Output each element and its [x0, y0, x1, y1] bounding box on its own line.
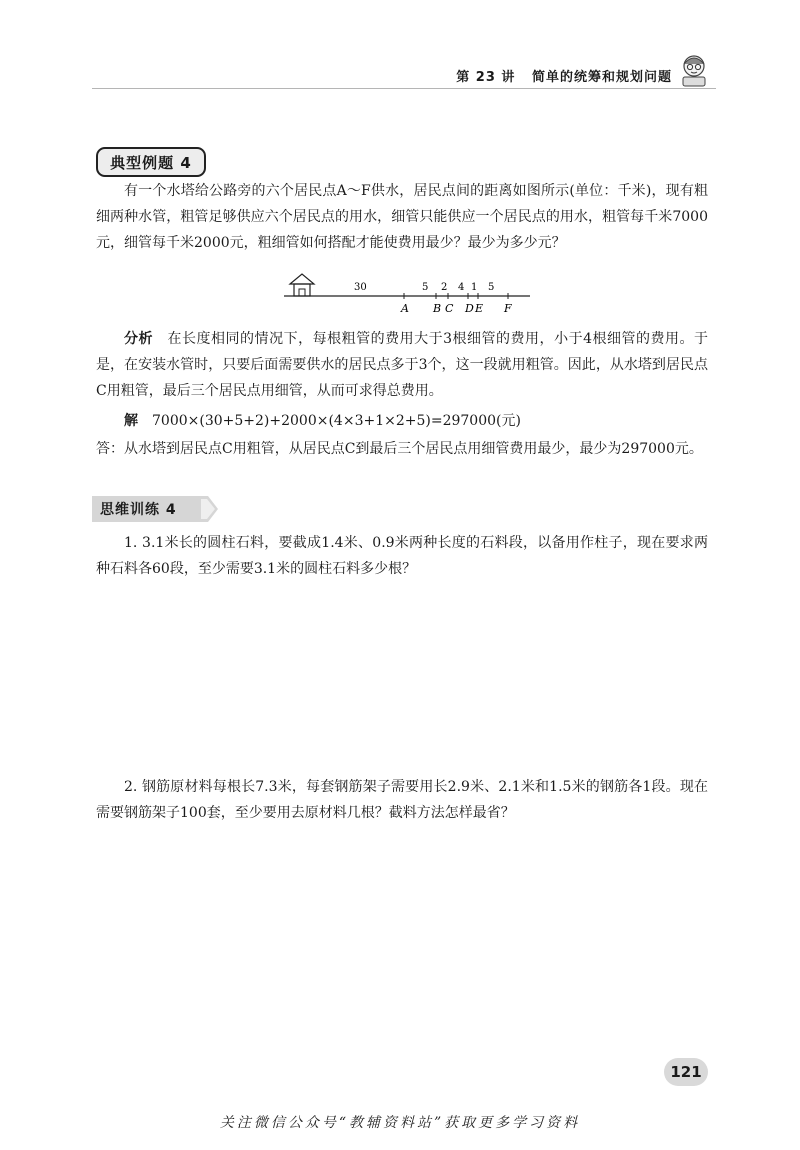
point-label: B	[433, 302, 442, 315]
distance-label: 4	[458, 282, 465, 293]
analysis-label: 分析	[124, 331, 154, 347]
example-problem: 有一个水塔给公路旁的六个居民点A～F供水，居民点间的距离如图所示(单位：千米)，现有粗细两种水管，粗管足够供应六个居民点的用水，细管只能供应一个居民点的用水，粗管每千米7000元，细管每千米2000元，粗细管如何搭配才能使费用最少？最少为多少元？	[96, 183, 708, 251]
water-tower-icon	[290, 274, 314, 296]
distance-label: 5	[488, 282, 495, 293]
point-label: D	[465, 302, 474, 315]
lecture-number: 第 23 讲	[456, 70, 516, 85]
running-header	[456, 66, 672, 85]
question-2: 2. 钢筋原材料每根长7.3米，每套钢筋架子需要用长2.9米、2.1米和1.5米的钢筋各1段。现在需要钢筋架子100套，至少要用去原材料几根？截料方法怎样最省？	[96, 779, 708, 821]
point-label: C	[445, 302, 454, 315]
footer-note: 关注微信公众号“教辅资料站”获取更多学习资料	[219, 1115, 581, 1131]
solution-line	[124, 408, 708, 434]
arrow-icon	[198, 496, 218, 522]
training-badge-label: 思维训练 4	[92, 496, 198, 522]
solution-expression: 7000×(30+5+2)+2000×(4×3+1×2+5)=297000(元)	[152, 413, 521, 429]
distance-label: 1	[471, 282, 478, 293]
answer-paragraph: 答：从水塔到居民点C用粗管，从居民点C到最后三个居民点用细管费用最少，最少为297000元。	[96, 441, 703, 457]
header-rule	[92, 88, 716, 89]
training-badge	[92, 496, 218, 522]
question-1: 1. 3.1米长的圆柱石料，要截成1.4米、0.9米两种长度的石料段，以备用作柱子，现在要求两种石料各60段，至少需要3.1米的圆柱石料多少根？	[96, 535, 708, 577]
distance-label: 5	[422, 282, 429, 293]
point-label: A	[401, 302, 409, 315]
page-number: 121	[664, 1058, 708, 1086]
mascot-icon	[676, 52, 712, 88]
point-label: E	[475, 302, 484, 315]
analysis-paragraph	[96, 326, 708, 404]
distance-diagram	[282, 270, 532, 320]
point-label: F	[504, 302, 512, 315]
distance-label: 30	[354, 282, 367, 293]
analysis-text: 在长度相同的情况下，每根粗管的费用大于3根细管的费用，小于4根细管的费用。于是，在安装水管时，只要后面需要供水的居民点多于3个，这一段就用粗管。因此，从水塔到居民点C用粗管，最后三个居民点用细管，从而可求得总费用。	[96, 331, 709, 399]
distance-label: 2	[441, 282, 448, 293]
example-badge: 典型例题 4	[96, 147, 206, 177]
lecture-title: 简单的统筹和规划问题	[531, 70, 672, 85]
solution-label: 解	[124, 413, 138, 429]
